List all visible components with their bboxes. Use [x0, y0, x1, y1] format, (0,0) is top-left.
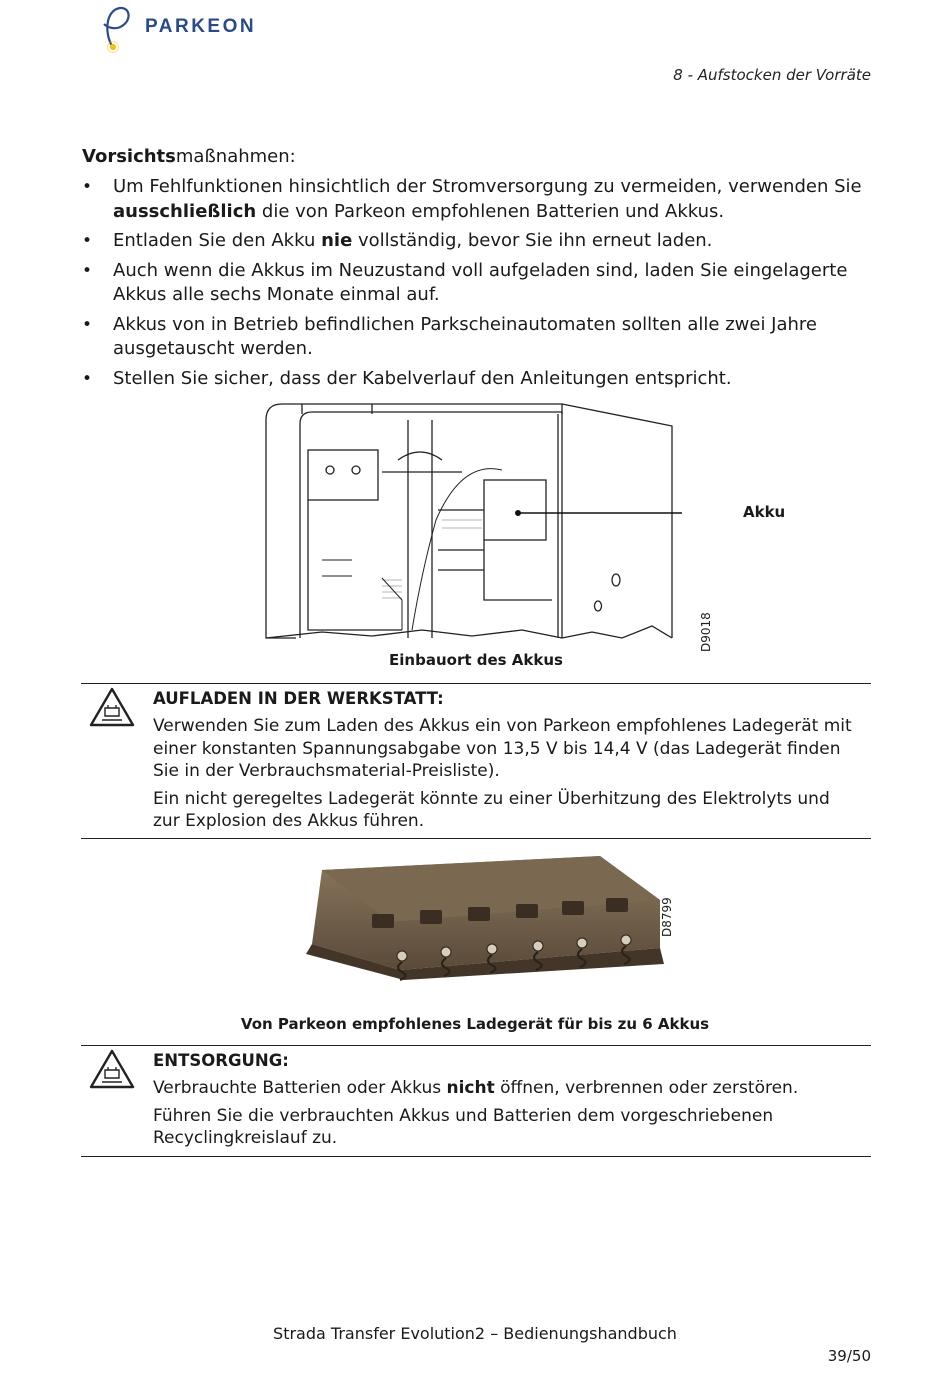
text-run: die von Parkeon empfohlenen Batterien und Akkus. [256, 200, 725, 222]
divider [81, 1045, 871, 1046]
charger-photo [300, 852, 670, 982]
bullet-item [82, 175, 882, 224]
bullet-item [82, 313, 882, 362]
logo-wordmark: PARKEON [145, 16, 257, 37]
bullet-item [82, 229, 882, 254]
precautions-heading [82, 146, 296, 167]
text-run: Um Fehlfunktionen hinsichtlich der Stromversorgung zu vermeiden, verwenden Sie [113, 176, 862, 197]
figure-code: D9018 [699, 612, 713, 652]
text-run-bold: ausschließlich [113, 200, 257, 222]
bullet-item [82, 367, 882, 392]
bullet-item [82, 259, 882, 308]
text-run: Stellen Sie sicher, dass der Kabelverlauf den Anleitungen entspricht. [113, 367, 732, 389]
warning-icon [88, 1048, 136, 1090]
warning-title: AUFLADEN IN DER WERKSTATT: [153, 689, 444, 708]
text-run: Verbrauchte Batterien oder Akkus [153, 1078, 447, 1098]
divider [81, 838, 871, 839]
warning-body [153, 1077, 858, 1155]
figure-caption: Einbauort des Akkus [389, 651, 563, 669]
warning-icon [88, 686, 136, 728]
divider [81, 683, 871, 684]
text-run: Akkus von in Betrieb befindlichen Parkscheinautomaten sollten alle zwei Jahre ausgetauscht werden. [113, 313, 818, 359]
text-run: Auch wenn die Akkus im Neuzustand voll aufgeladen sind, laden Sie eingelagerte Akkus alle sechs Monate einmal auf. [113, 259, 848, 305]
heading-bold: Vorsichts [82, 146, 176, 167]
warning-title: ENTSORGUNG: [153, 1051, 289, 1070]
text-run: öffnen, verbrennen oder zerstören. [494, 1078, 799, 1098]
battery-label: Akku [743, 503, 786, 521]
text-run: Entladen Sie den Akku [113, 230, 322, 251]
battery-location-drawing [262, 400, 682, 645]
page-number: 39/50 [827, 1347, 871, 1365]
text-run: vollständig, bevor Sie ihn erneut laden. [352, 230, 713, 251]
precautions-list [82, 175, 882, 396]
divider [81, 1156, 871, 1157]
warning-body [153, 715, 858, 838]
heading-rest: maßnahmen: [175, 146, 296, 167]
text-run-bold: nicht [446, 1078, 495, 1098]
figure-caption: Von Parkeon empfohlenes Ladegerät für bis zu 6 Akkus [240, 1015, 710, 1033]
warning-paragraph: Führen Sie die verbrauchten Akkus und Batterien dem vorgeschriebenen Recyclingkreislauf zu. [153, 1105, 774, 1148]
warning-paragraph [153, 1077, 858, 1100]
text-run-bold: nie [321, 230, 353, 251]
chapter-title: 8 - Aufstocken der Vorräte [673, 66, 871, 84]
figure-code: D8799 [660, 897, 674, 937]
warning-paragraph: Verwenden Sie zum Laden des Akkus ein von Parkeon empfohlenes Ladegerät mit einer konstanten Spannungsabgabe von 13,5 V bis 14,4 V (das Ladegerät finden Sie in der Verbrauchsmaterial-Preisliste). [153, 716, 852, 781]
footer-title: Strada Transfer Evolution2 – Bedienungshandbuch [273, 1324, 677, 1343]
warning-paragraph: Ein nicht geregeltes Ladegerät könnte zu einer Überhitzung des Elektrolyts und zur Explosion des Akkus führen. [153, 788, 830, 831]
